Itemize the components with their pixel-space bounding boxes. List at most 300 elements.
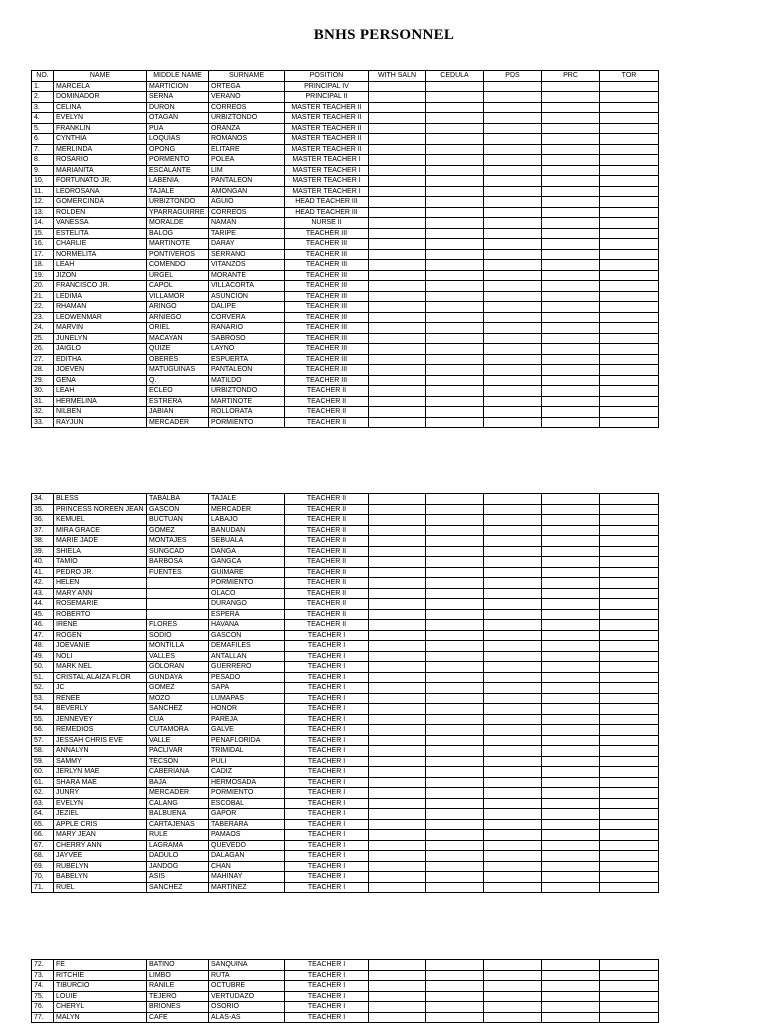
table-row bbox=[32, 207, 659, 218]
col-surname: DALIPE bbox=[209, 302, 285, 313]
col-with-saln bbox=[369, 746, 426, 757]
col-cedula bbox=[426, 735, 484, 746]
col-no: 55. bbox=[32, 714, 54, 725]
col-name: LOUIE bbox=[54, 991, 147, 1002]
col-prc bbox=[542, 365, 600, 376]
col-position: TEACHER I bbox=[285, 798, 369, 809]
col-with-saln bbox=[369, 630, 426, 641]
col-with-saln bbox=[369, 735, 426, 746]
col-no: 58. bbox=[32, 746, 54, 757]
col-with-saln bbox=[369, 525, 426, 536]
col-cedula bbox=[426, 249, 484, 260]
col-name: MERLINDA bbox=[54, 144, 147, 155]
col-tor bbox=[600, 851, 659, 862]
col-with-saln bbox=[369, 641, 426, 652]
col-surname: PANTALEON bbox=[209, 365, 285, 376]
col-name: BEVERLY bbox=[54, 704, 147, 715]
col-cedula bbox=[426, 176, 484, 187]
col-middle-name: MARTICION bbox=[147, 81, 209, 92]
col-prc bbox=[542, 249, 600, 260]
col-with-saln bbox=[369, 882, 426, 893]
col-tor bbox=[600, 861, 659, 872]
col-tor bbox=[600, 798, 659, 809]
col-no: 13. bbox=[32, 207, 54, 218]
col-with-saln bbox=[369, 546, 426, 557]
col-cedula bbox=[426, 714, 484, 725]
col-tor bbox=[600, 81, 659, 92]
col-with-saln bbox=[369, 197, 426, 208]
col-position: TEACHER I bbox=[285, 641, 369, 652]
col-position: TEACHER I bbox=[285, 1002, 369, 1013]
col-name: SHIELA bbox=[54, 546, 147, 557]
col-no: 34. bbox=[32, 494, 54, 505]
col-with-saln bbox=[369, 218, 426, 229]
col-position: TEACHER II bbox=[285, 417, 369, 428]
col-tor bbox=[600, 102, 659, 113]
col-name: FRANCISCO JR. bbox=[54, 281, 147, 292]
col-position: MASTER TEACHER I bbox=[285, 186, 369, 197]
col-position: TEACHER I bbox=[285, 840, 369, 851]
col-tor bbox=[600, 651, 659, 662]
col-position: TEACHER I bbox=[285, 861, 369, 872]
col-prc bbox=[542, 641, 600, 652]
col-cedula bbox=[426, 494, 484, 505]
personnel-table bbox=[31, 959, 659, 1023]
col-prc bbox=[542, 92, 600, 103]
col-name: LEDIMA bbox=[54, 291, 147, 302]
table-row bbox=[32, 788, 659, 799]
col-no: 65. bbox=[32, 819, 54, 830]
col-surname: PORMIENTO bbox=[209, 417, 285, 428]
col-pds bbox=[484, 756, 542, 767]
col-pds bbox=[484, 281, 542, 292]
col-surname: GAPOR bbox=[209, 809, 285, 820]
col-middle-name: DADULO bbox=[147, 851, 209, 862]
col-tor bbox=[600, 186, 659, 197]
table-row bbox=[32, 630, 659, 641]
col-middle-name: SERNA bbox=[147, 92, 209, 103]
col-tor bbox=[600, 830, 659, 841]
col-prc bbox=[542, 228, 600, 239]
col-position: HEAD TEACHER III bbox=[285, 207, 369, 218]
col-tor bbox=[600, 396, 659, 407]
col-name: CYNTHIA bbox=[54, 134, 147, 145]
table-row bbox=[32, 851, 659, 862]
col-name: EVELYN bbox=[54, 113, 147, 124]
table-row bbox=[32, 504, 659, 515]
col-cedula bbox=[426, 155, 484, 166]
table-row bbox=[32, 102, 659, 113]
col-middle-name: BRIONES bbox=[147, 1002, 209, 1013]
col-no: 48. bbox=[32, 641, 54, 652]
col-with-saln bbox=[369, 365, 426, 376]
col-name: JC bbox=[54, 683, 147, 694]
col-surname: ORANZA bbox=[209, 123, 285, 134]
col-prc bbox=[542, 557, 600, 568]
col-tor bbox=[600, 302, 659, 313]
col-position: NURSE II bbox=[285, 218, 369, 229]
col-surname: LUMAPAS bbox=[209, 693, 285, 704]
col-no: 54. bbox=[32, 704, 54, 715]
col-tor bbox=[600, 567, 659, 578]
col-name: NILBEN bbox=[54, 407, 147, 418]
col-pds bbox=[484, 767, 542, 778]
table-row bbox=[32, 291, 659, 302]
table-row bbox=[32, 693, 659, 704]
col-middle-name: PONTIVEROS bbox=[147, 249, 209, 260]
col-middle-name: ESTRERA bbox=[147, 396, 209, 407]
col-cedula bbox=[426, 809, 484, 820]
col-cedula bbox=[426, 882, 484, 893]
col-cedula bbox=[426, 609, 484, 620]
col-tor bbox=[600, 672, 659, 683]
col-surname: HAVANA bbox=[209, 620, 285, 631]
col-tor bbox=[600, 714, 659, 725]
col-with-saln bbox=[369, 725, 426, 736]
col-prc bbox=[542, 323, 600, 334]
col-surname: SEBUALA bbox=[209, 536, 285, 547]
col-tor bbox=[600, 494, 659, 505]
col-no: 28. bbox=[32, 365, 54, 376]
table-row bbox=[32, 494, 659, 505]
col-cedula bbox=[426, 218, 484, 229]
col-middle-name: VALLES bbox=[147, 651, 209, 662]
col-middle-name: SODIO bbox=[147, 630, 209, 641]
table-row bbox=[32, 354, 659, 365]
col-prc bbox=[542, 882, 600, 893]
col-prc bbox=[542, 756, 600, 767]
column-header-tor: TOR bbox=[600, 71, 659, 82]
col-pds bbox=[484, 1002, 542, 1013]
col-tor bbox=[600, 134, 659, 145]
col-cedula bbox=[426, 144, 484, 155]
col-prc bbox=[542, 819, 600, 830]
col-pds bbox=[484, 270, 542, 281]
col-name: JOEVEN bbox=[54, 365, 147, 376]
col-surname: TRIMIDAL bbox=[209, 746, 285, 757]
col-pds bbox=[484, 218, 542, 229]
col-pds bbox=[484, 630, 542, 641]
col-pds bbox=[484, 375, 542, 386]
col-surname: PAMAOS bbox=[209, 830, 285, 841]
col-no: 53. bbox=[32, 693, 54, 704]
col-no: 50. bbox=[32, 662, 54, 673]
col-no: 36. bbox=[32, 515, 54, 526]
table-row bbox=[32, 599, 659, 610]
col-with-saln bbox=[369, 809, 426, 820]
col-surname: PORMIENTO bbox=[209, 788, 285, 799]
col-with-saln bbox=[369, 396, 426, 407]
col-with-saln bbox=[369, 186, 426, 197]
col-middle-name: CALANG bbox=[147, 798, 209, 809]
col-surname: PANTALEON bbox=[209, 176, 285, 187]
col-position: TEACHER I bbox=[285, 756, 369, 767]
column-header-middle-name: MIDDLE NAME bbox=[147, 71, 209, 82]
col-middle-name: RULE bbox=[147, 830, 209, 841]
col-tor bbox=[600, 609, 659, 620]
col-tor bbox=[600, 144, 659, 155]
table-row bbox=[32, 92, 659, 103]
col-cedula bbox=[426, 672, 484, 683]
col-prc bbox=[542, 281, 600, 292]
col-no: 17. bbox=[32, 249, 54, 260]
col-surname: POLEA bbox=[209, 155, 285, 166]
col-tor bbox=[600, 260, 659, 271]
col-no: 41. bbox=[32, 567, 54, 578]
col-position: TEACHER I bbox=[285, 746, 369, 757]
col-with-saln bbox=[369, 281, 426, 292]
col-tor bbox=[600, 386, 659, 397]
col-tor bbox=[600, 92, 659, 103]
col-tor bbox=[600, 735, 659, 746]
col-no: 74. bbox=[32, 981, 54, 992]
col-middle-name: TEJERO bbox=[147, 991, 209, 1002]
table-row bbox=[32, 249, 659, 260]
col-position: TEACHER I bbox=[285, 970, 369, 981]
col-position: TEACHER II bbox=[285, 407, 369, 418]
col-surname: BANUDAN bbox=[209, 525, 285, 536]
col-surname: ESCOBAL bbox=[209, 798, 285, 809]
personnel-table bbox=[31, 493, 659, 893]
col-with-saln bbox=[369, 960, 426, 971]
col-prc bbox=[542, 207, 600, 218]
col-no: 37. bbox=[32, 525, 54, 536]
col-middle-name: MORALDE bbox=[147, 218, 209, 229]
col-pds bbox=[484, 102, 542, 113]
table-row bbox=[32, 1002, 659, 1013]
table-row bbox=[32, 725, 659, 736]
col-pds bbox=[484, 144, 542, 155]
col-tor bbox=[600, 960, 659, 971]
col-prc bbox=[542, 851, 600, 862]
col-cedula bbox=[426, 756, 484, 767]
col-no: 30. bbox=[32, 386, 54, 397]
col-position: TEACHER I bbox=[285, 683, 369, 694]
col-no: 46. bbox=[32, 620, 54, 631]
col-position: TEACHER II bbox=[285, 588, 369, 599]
col-cedula bbox=[426, 504, 484, 515]
col-prc bbox=[542, 197, 600, 208]
col-surname: DANGA bbox=[209, 546, 285, 557]
col-position: TEACHER II bbox=[285, 494, 369, 505]
col-tor bbox=[600, 515, 659, 526]
col-cedula bbox=[426, 354, 484, 365]
col-position: TEACHER II bbox=[285, 396, 369, 407]
col-surname: ALAS-AS bbox=[209, 1012, 285, 1023]
table-row bbox=[32, 651, 659, 662]
col-middle-name: MOZO bbox=[147, 693, 209, 704]
col-name: ESTELITA bbox=[54, 228, 147, 239]
col-tor bbox=[600, 599, 659, 610]
col-position: TEACHER II bbox=[285, 546, 369, 557]
col-no: 60. bbox=[32, 767, 54, 778]
col-pds bbox=[484, 81, 542, 92]
col-name: VANESSA bbox=[54, 218, 147, 229]
col-pds bbox=[484, 882, 542, 893]
col-pds bbox=[484, 872, 542, 883]
col-with-saln bbox=[369, 239, 426, 250]
col-no: 76. bbox=[32, 1002, 54, 1013]
col-with-saln bbox=[369, 672, 426, 683]
col-name: CRISTAL ALAIZA FLOR bbox=[54, 672, 147, 683]
col-prc bbox=[542, 113, 600, 124]
col-surname: LIM bbox=[209, 165, 285, 176]
table-row bbox=[32, 960, 659, 971]
col-surname: VERANO bbox=[209, 92, 285, 103]
table-row bbox=[32, 557, 659, 568]
col-tor bbox=[600, 270, 659, 281]
col-position: TEACHER III bbox=[285, 323, 369, 334]
col-name: MARIE JADE bbox=[54, 536, 147, 547]
col-cedula bbox=[426, 599, 484, 610]
col-pds bbox=[484, 155, 542, 166]
col-with-saln bbox=[369, 375, 426, 386]
col-cedula bbox=[426, 81, 484, 92]
col-middle-name bbox=[147, 588, 209, 599]
col-with-saln bbox=[369, 291, 426, 302]
col-position: TEACHER III bbox=[285, 354, 369, 365]
col-position: TEACHER II bbox=[285, 515, 369, 526]
col-tor bbox=[600, 536, 659, 547]
col-name: MARCELA bbox=[54, 81, 147, 92]
col-cedula bbox=[426, 270, 484, 281]
col-name: RITCHIE bbox=[54, 970, 147, 981]
col-position: TEACHER II bbox=[285, 578, 369, 589]
col-with-saln bbox=[369, 798, 426, 809]
col-prc bbox=[542, 375, 600, 386]
col-surname: ORTEGA bbox=[209, 81, 285, 92]
col-cedula bbox=[426, 365, 484, 376]
col-no: 57. bbox=[32, 735, 54, 746]
col-no: 4. bbox=[32, 113, 54, 124]
col-prc bbox=[542, 81, 600, 92]
col-prc bbox=[542, 155, 600, 166]
col-name: TAMIO bbox=[54, 557, 147, 568]
col-middle-name: MATUGUINAS bbox=[147, 365, 209, 376]
col-pds bbox=[484, 207, 542, 218]
col-with-saln bbox=[369, 567, 426, 578]
col-no: 24. bbox=[32, 323, 54, 334]
col-cedula bbox=[426, 767, 484, 778]
col-pds bbox=[484, 123, 542, 134]
col-middle-name: BARBOSA bbox=[147, 557, 209, 568]
col-no: 12. bbox=[32, 197, 54, 208]
col-prc bbox=[542, 504, 600, 515]
col-tor bbox=[600, 819, 659, 830]
col-with-saln bbox=[369, 134, 426, 145]
col-cedula bbox=[426, 651, 484, 662]
col-pds bbox=[484, 344, 542, 355]
col-pds bbox=[484, 494, 542, 505]
col-pds bbox=[484, 683, 542, 694]
col-position: TEACHER I bbox=[285, 630, 369, 641]
col-name: SHARA MAE bbox=[54, 777, 147, 788]
col-no: 23. bbox=[32, 312, 54, 323]
col-no: 18. bbox=[32, 260, 54, 271]
col-surname: OLACO bbox=[209, 588, 285, 599]
col-middle-name: TECSON bbox=[147, 756, 209, 767]
col-name: MIRA GRACE bbox=[54, 525, 147, 536]
col-no: 21. bbox=[32, 291, 54, 302]
col-position: TEACHER I bbox=[285, 725, 369, 736]
col-position: TEACHER II bbox=[285, 525, 369, 536]
col-with-saln bbox=[369, 1012, 426, 1023]
col-position: MASTER TEACHER I bbox=[285, 176, 369, 187]
col-tor bbox=[600, 777, 659, 788]
col-position: TEACHER III bbox=[285, 291, 369, 302]
col-prc bbox=[542, 186, 600, 197]
table-row bbox=[32, 672, 659, 683]
col-middle-name: CARTAJENAS bbox=[147, 819, 209, 830]
col-name: APPLE CRIS bbox=[54, 819, 147, 830]
col-middle-name: MONTAJES bbox=[147, 536, 209, 547]
col-with-saln bbox=[369, 620, 426, 631]
table-row bbox=[32, 1012, 659, 1023]
col-cedula bbox=[426, 323, 484, 334]
table-row bbox=[32, 197, 659, 208]
col-cedula bbox=[426, 683, 484, 694]
col-cedula bbox=[426, 991, 484, 1002]
col-middle-name: YPARRAGUIRRE bbox=[147, 207, 209, 218]
col-name: RAYJUN bbox=[54, 417, 147, 428]
col-surname: GALVE bbox=[209, 725, 285, 736]
col-middle-name: ORIEL bbox=[147, 323, 209, 334]
col-position: TEACHER III bbox=[285, 365, 369, 376]
col-with-saln bbox=[369, 662, 426, 673]
col-surname: SABROSO bbox=[209, 333, 285, 344]
col-surname: HONOR bbox=[209, 704, 285, 715]
col-cedula bbox=[426, 207, 484, 218]
col-no: 66. bbox=[32, 830, 54, 841]
col-pds bbox=[484, 798, 542, 809]
col-surname: LABAJO bbox=[209, 515, 285, 526]
col-surname: PENAFLORIDA bbox=[209, 735, 285, 746]
col-surname: ASUNCION bbox=[209, 291, 285, 302]
table-row bbox=[32, 515, 659, 526]
col-middle-name: JANDOG bbox=[147, 861, 209, 872]
col-position: TEACHER I bbox=[285, 662, 369, 673]
col-pds bbox=[484, 239, 542, 250]
col-pds bbox=[484, 851, 542, 862]
col-surname: GUERRERO bbox=[209, 662, 285, 673]
col-prc bbox=[542, 396, 600, 407]
col-middle-name: SANCHEZ bbox=[147, 882, 209, 893]
col-surname: MARTINEZ bbox=[209, 882, 285, 893]
col-surname: MATILDO bbox=[209, 375, 285, 386]
col-prc bbox=[542, 767, 600, 778]
col-no: 69. bbox=[32, 861, 54, 872]
col-no: 15. bbox=[32, 228, 54, 239]
col-position: MASTER TEACHER I bbox=[285, 165, 369, 176]
col-pds bbox=[484, 396, 542, 407]
col-no: 3. bbox=[32, 102, 54, 113]
col-with-saln bbox=[369, 970, 426, 981]
col-no: 14. bbox=[32, 218, 54, 229]
column-header-prc: PRC bbox=[542, 71, 600, 82]
col-name: KEMUEL bbox=[54, 515, 147, 526]
col-position: TEACHER II bbox=[285, 567, 369, 578]
col-with-saln bbox=[369, 557, 426, 568]
column-header-name: NAME bbox=[54, 71, 147, 82]
table-row bbox=[32, 872, 659, 883]
table-row bbox=[32, 746, 659, 757]
table-row bbox=[32, 396, 659, 407]
col-name: ANNALYN bbox=[54, 746, 147, 757]
table-row bbox=[32, 588, 659, 599]
col-tor bbox=[600, 809, 659, 820]
table-row bbox=[32, 830, 659, 841]
col-no: 40. bbox=[32, 557, 54, 568]
